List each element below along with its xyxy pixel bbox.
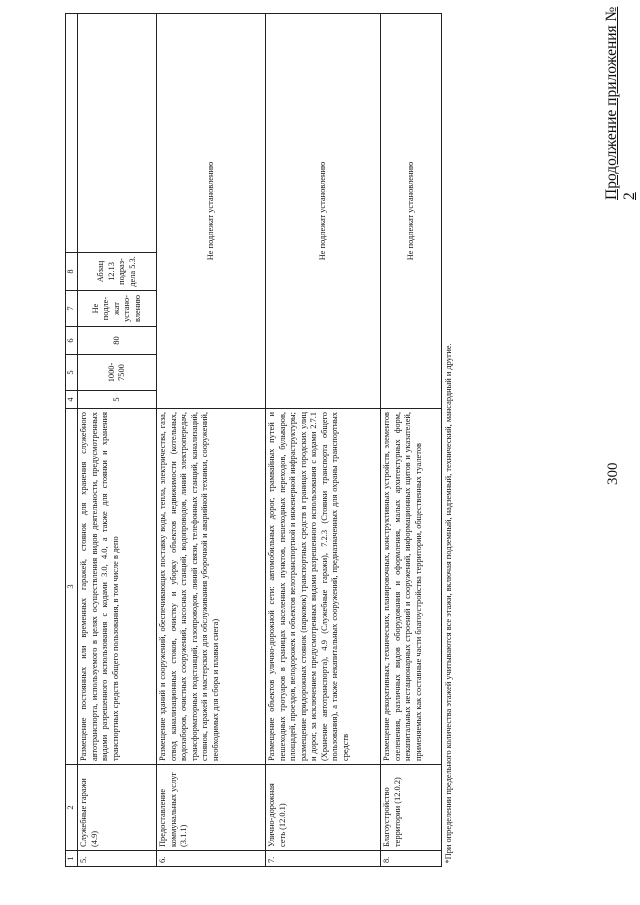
- col-header: 1: [66, 851, 78, 867]
- cell-blank: [78, 14, 157, 253]
- page-number: 300: [605, 462, 621, 485]
- use-name: Благоустройство территории (12.0.2): [381, 765, 442, 851]
- table-row: [157, 14, 266, 867]
- footnote-row: [442, 14, 457, 867]
- col-blank: [66, 14, 78, 253]
- footnote: *При определении предельного количества этажей учитываются все этажи, включая подземный, надземный, технический, мансардный и другие.: [442, 14, 457, 867]
- use-name: Служебные гаражи (4.9): [78, 765, 157, 851]
- row-number: 6.: [157, 851, 266, 867]
- not-established-cell: Не подлежат установлению: [381, 14, 442, 409]
- cell-c5: 1000-7500: [78, 355, 157, 391]
- regulations-table: [65, 13, 457, 867]
- col-header: 3: [66, 409, 78, 765]
- use-description: Размещение декоративных, технических, планировочных, конструктивных устройств, элементов озеленения, различных видов оборудования и оформления, малых архитектурных форм, некапитальных нестационарных строений и сооружений, информационных щитов и указателей, применяемых как составные части благоустройства территории, общественных туалетов: [381, 409, 442, 765]
- not-established-cell: Не подлежат установлению: [266, 14, 381, 409]
- cell-c7: Не подле-жат устано-влению: [78, 291, 157, 327]
- col-header: 7: [66, 291, 78, 327]
- use-description: Размещение зданий и сооружений, обеспечивающих поставку воды, тепла, электричества, газа, отвод канализационных стоков, очистку и уборку объектов недвижимости (котельных, водозаборов, очистных сооружений, насосных станций, водопроводов, линий электропередач, трансформаторных подстанций, газопроводов, линий связи, телефонных станций, канализаций, стоянок, гаражей и мастерских для обслуживания уборочной и аварийной техники, сооружений, необходимых для сбора и плавки снега): [157, 409, 266, 765]
- use-description: Размещение постоянных или временных гаражей, стоянок для хранения служебного автотранспорта, используемого в целях осуществления видов деятельности, предусмотренных видами разрешенного использования с кодами 3.0, 4.0, а также для стоянки и хранения транспортных средств общего пользования, в том числе в депо: [78, 409, 157, 765]
- row-number: 8.: [381, 851, 442, 867]
- col-header: 8: [66, 253, 78, 291]
- row-number: 7.: [266, 851, 381, 867]
- use-description: Размещение объектов улично-дорожной сети: автомобильных дорог, трамвайных путей и пешеходных тротуаров в границах населенных пунктов, пешеходных переходов, бульваров, площадей, проездов, велодорожек и объектов велотранспортной и инженерной инфраструктуры; размещение придорожных стоянок (парковок) транспортных средств в границах городских улиц и дорог, за исключением предусмотренных видами разрешенного использования с кодами 2.7.1 (Хранение автотранспорта), 4.9 (Служебные гаражи), 7.2.3 (Стоянки транспорта общего пользования), а также некапитальных сооружений, предназначенных для охраны транспортных средств: [266, 409, 381, 765]
- not-established-cell: Не подлежат установлению: [157, 14, 266, 409]
- use-name: Улично-дорожная сеть (12.0.1): [266, 765, 381, 851]
- table-row: [381, 14, 442, 867]
- col-header: 2: [66, 765, 78, 851]
- header-row: [66, 14, 78, 867]
- use-name: Предоставление коммунальных услуг (3.1.1): [157, 765, 266, 851]
- cell-c8: Абзац 12.13 подраз-дела 5.3.: [78, 253, 157, 291]
- row-number: 5.: [78, 851, 157, 867]
- table-row: [266, 14, 381, 867]
- col-header: 6: [66, 327, 78, 355]
- col-header: 5: [66, 355, 78, 391]
- cell-c6: 80: [78, 327, 157, 355]
- continuation-title: Продолжение приложения № 2: [603, 6, 638, 200]
- cell-c4: 5: [78, 391, 157, 409]
- col-header: 4: [66, 391, 78, 409]
- table-row: [78, 14, 157, 867]
